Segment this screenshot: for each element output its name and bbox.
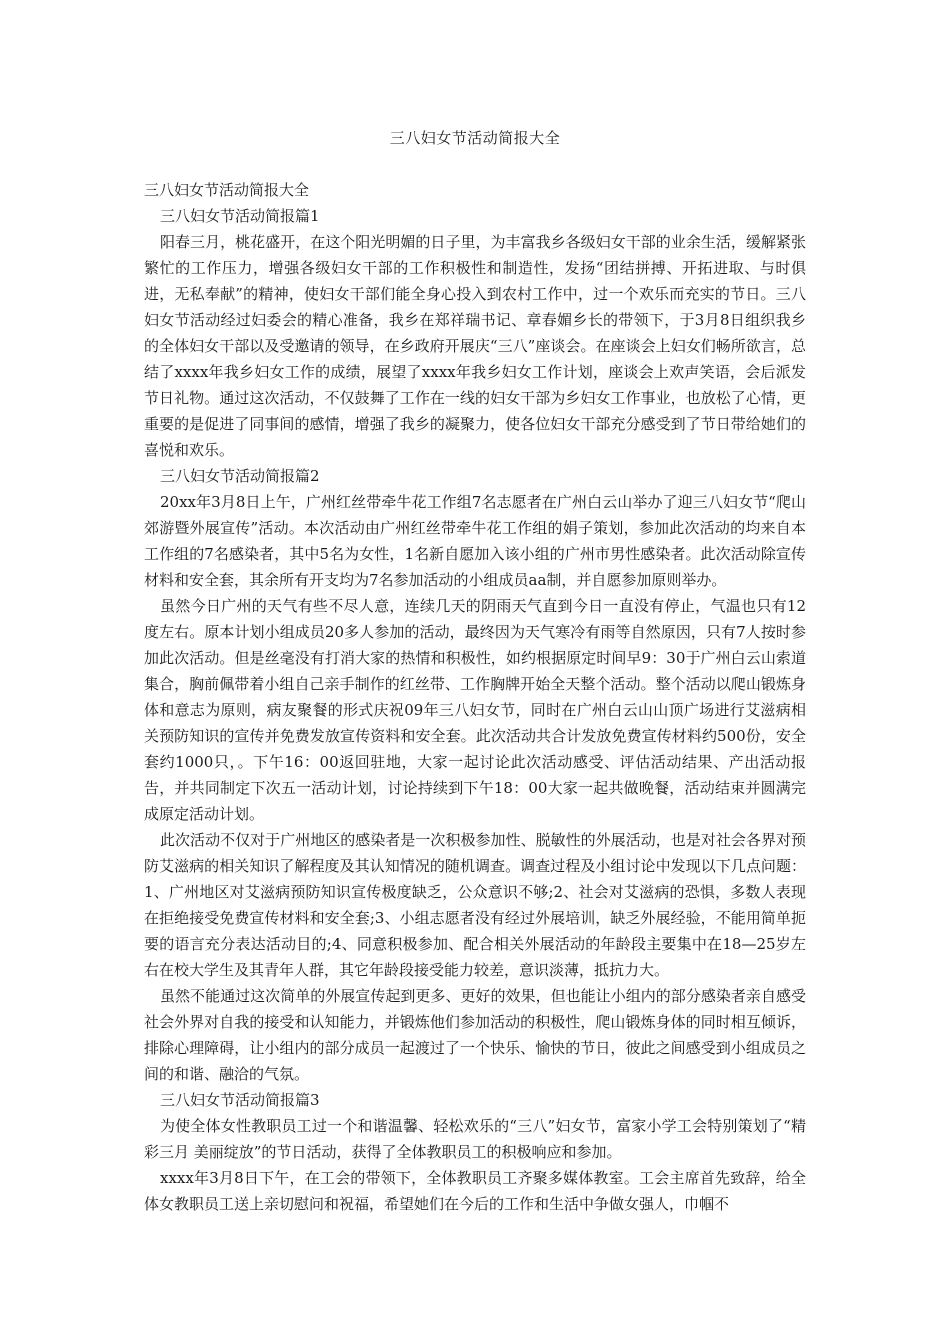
section-2-paragraph-2: 虽然今日广州的天气有些不尽人意，连续几天的阴雨天气直到今日一直没有停止，气温也只有12度左右。原本计划小组成员20多人参加的活动，最终因为天气寒冷有雨等自然原因，只有7人按时参加此次活动。但是丝毫没有打消大家的热情和积极性，如约根据原定时间早9：30于广州白云山索道集合，胸前佩带着小组自己亲手制作的红丝带、工作胸牌开始全天整个活动。整个活动以爬山锻炼身体和意志为原则，病友聚餐的形式庆祝09年三八妇女节，同时在广州白云山山顶广场进行艾滋病相关预防知识的宣传并免费发放宣传资料和安全套。此次活动共合计发放免费宣传材料约500份，安全套约1000只，。下午16：00返回驻地，大家一起讨论此次活动感受、评估活动结果、产出活动报告，并共同制定下次五一活动计划，讨论持续到下午18：00大家一起共做晚餐，活动结束并圆满完成原定活动计划。 — [144, 597, 806, 823]
section-heading-2: 三八妇女节活动简报篇2 — [160, 467, 320, 485]
document-title: 三八妇女节活动简报大全 — [389, 129, 561, 147]
section-heading-3: 三八妇女节活动简报篇3 — [160, 1091, 320, 1109]
section-heading-1: 三八妇女节活动简报篇1 — [160, 207, 320, 225]
section-3-paragraph-1: 为使全体女性教职员工过一个和谐温馨、轻松欢乐的“三八”妇女节，富家小学工会特别策划了“精彩三月 美丽绽放”的节日活动，获得了全体教职员工的积极响应和参加。 — [144, 1117, 806, 1161]
section-2-paragraph-1: 20xx年3月8日上午，广州红丝带牵牛花工作组7名志愿者在广州白云山举办了迎三八妇女节“爬山郊游暨外展宣传”活动。本次活动由广州红丝带牵牛花工作组的娟子策划，参加此次活动的均来自本工作组的7名感染者，其中5名为女性，1名新自愿加入该小组的广州市男性感染者。此次活动除宣传材料和安全套，其余所有开支均为7名参加活动的小组成员aa制，并自愿参加原则举办。 — [144, 493, 806, 589]
section-2-paragraph-3: 此次活动不仅对于广州地区的感染者是一次积极参加性、脱敏性的外展活动，也是对社会各界对预防艾滋病的相关知识了解程度及其认知情况的随机调查。调查过程及小组讨论中发现以下几点问题：1、广州地区对艾滋病预防知识宣传极度缺乏，公众意识不够;2、社会对艾滋病的恐惧，多数人表现在拒绝接受免费宣传材料和安全套;3、小组志愿者没有经过外展培训，缺乏外展经验，不能用简单扼要的语言充分表达活动目的;4、同意积极参加、配合相关外展活动的年龄段主要集中在18—25岁左右在校大学生及其青年人群，其它年龄段接受能力较差，意识淡薄，抵抗力大。 — [144, 831, 806, 979]
section-2-paragraph-4: 虽然不能通过这次简单的外展宣传起到更多、更好的效果，但也能让小组内的部分感染者亲自感受社会外界对自我的接受和认知能力，并锻炼他们参加活动的积极性，爬山锻炼身体的同时相互倾诉，排除心理障碍，让小组内的部分成员一起渡过了一个快乐、愉快的节日，彼此之间感受到小组成员之间的和谐、融洽的气氛。 — [144, 987, 806, 1083]
section-1-paragraph-1: 阳春三月，桃花盛开，在这个阳光明媚的日子里，为丰富我乡各级妇女干部的业余生活，缓解紧张繁忙的工作压力，增强各级妇女干部的工作积极性和制造性，发扬“团结拼搏、开拓进取、与时俱进，无私奉献”的精神，使妇女干部们能全身心投入到农村工作中，过一个欢乐而充实的节日。三八妇女节活动经过妇委会的精心准备，我乡在郑祥瑞书记、章春媚乡长的带领下，于3月8日组织我乡的全体妇女干部以及受邀请的领导，在乡政府开展庆“三八”座谈会。在座谈会上妇女们畅所欲言，总结了xxxx年我乡妇女工作的成绩，展望了xxxx年我乡妇女工作计划，座谈会上欢声笑语，会后派发节日礼物。通过这次活动，不仅鼓舞了工作在一线的妇女干部为乡妇女工作事业，也放松了心情，更重要的是促进了同事间的感情，增强了我乡的凝聚力，使各位妇女干部充分感受到了节日带给她们的喜悦和欢乐。 — [144, 233, 806, 459]
document-body — [144, 177, 806, 1217]
document-subtitle: 三八妇女节活动简报大全 — [144, 181, 310, 199]
section-3-paragraph-2: xxxx年3月8日下午，在工会的带领下，全体教职员工齐聚多媒体教室。工会主席首先致辞，给全体女教职员工送上亲切慰问和祝福，希望她们在今后的工作和生活中争做女强人，巾帼不 — [144, 1169, 806, 1213]
